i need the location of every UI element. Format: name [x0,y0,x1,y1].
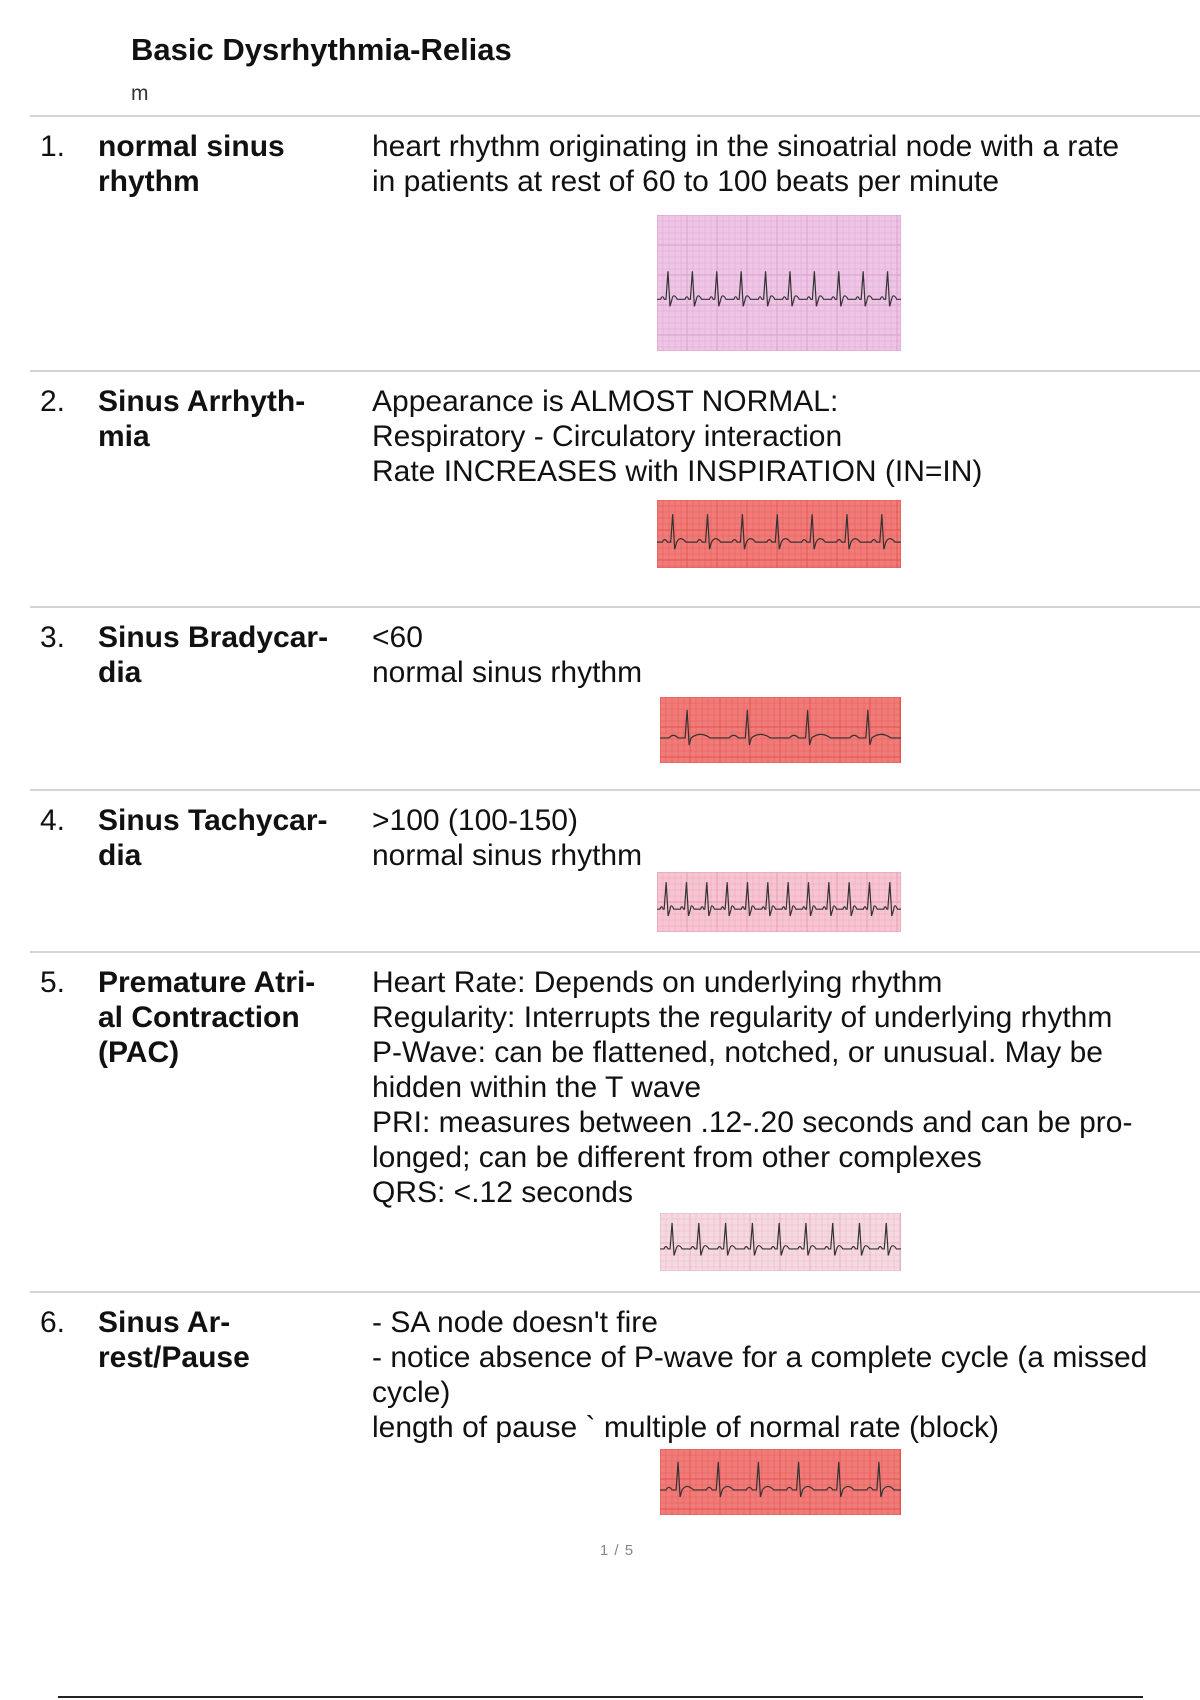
card-definition [372,803,1200,873]
definition-line: PRI: measures between .12-.20 seconds and can be pro- [372,1106,1133,1139]
term-line: Sinus Tachycar- [98,804,328,837]
term-line: dia [98,656,142,689]
card-divider [30,1291,1200,1293]
definition-line: - notice absence of P-wave for a complete cycle (a missed [372,1341,1148,1374]
term-line: rest/Pause [98,1341,250,1374]
term-line: rhythm [98,165,200,198]
definition-line: length of pause ` multiple of normal rate (block) [372,1411,999,1444]
flashcard [30,951,1200,1291]
card-divider [30,789,1200,791]
definition-line: <60 [372,621,423,654]
definition-line: >100 (100-150) [372,804,578,837]
card-definition [372,620,1200,690]
definition-line: normal sinus rhythm [372,656,643,689]
card-definition [372,1305,1200,1445]
flashcard [30,115,1200,370]
ecg-strip-image [657,872,901,932]
term-line: dia [98,839,142,872]
card-term [98,129,353,199]
page-header [131,30,512,106]
definition-line: in patients at rest of 60 to 100 beats per minute [372,165,1000,198]
card-number: 1. [40,130,66,163]
card-term [98,965,353,1070]
definition-line: Regularity: Interrupts the regularity of underlying rhythm [372,1001,1113,1034]
ecg-strip-image [657,500,901,568]
term-line: mia [98,420,150,453]
definition-line: Appearance is ALMOST NORMAL: [372,385,839,418]
flashcard [30,370,1200,606]
definition-line: Rate INCREASES with INSPIRATION (IN=IN) [372,455,983,488]
card-definition [372,384,1200,489]
card-definition [372,129,1200,199]
term-line: al Contraction [98,1001,300,1034]
definition-line: heart rhythm originating in the sinoatrial node with a rate [372,130,1120,163]
definition-line: - SA node doesn't fire [372,1306,658,1339]
term-line: Sinus Ar- [98,1306,231,1339]
card-number: 3. [40,621,66,654]
term-line: normal sinus [98,130,285,163]
ecg-strip-image [660,1449,901,1515]
definition-line: longed; can be different from other complexes [372,1141,982,1174]
card-number: 4. [40,804,66,837]
card-number: 5. [40,966,66,999]
definition-line: cycle) [372,1376,451,1409]
card-definition [372,965,1200,1210]
ecg-strip-image [660,1213,901,1271]
page-number: 1 / 5 [599,1542,635,1559]
flashcard [30,789,1200,951]
ecg-paper [657,500,901,568]
ecg-strip-image [660,697,901,763]
term-line: Sinus Arrhyth- [98,385,306,418]
ecg-strip-image [657,215,901,351]
term-line: Sinus Bradycar- [98,621,329,654]
card-divider [30,606,1200,608]
definition-line: Heart Rate: Depends on underlying rhythm [372,966,943,999]
definition-line: QRS: <.12 seconds [372,1176,633,1209]
term-line: Premature Atri- [98,966,316,999]
card-number: 6. [40,1306,66,1339]
definition-line: normal sinus rhythm [372,839,643,872]
flashcard [30,606,1200,789]
document-title: Basic Dysrhythmia-Relias [131,32,512,67]
definition-line: Respiratory - Circulatory interaction [372,420,843,453]
card-divider [30,370,1200,372]
card-term [98,384,353,454]
card-term [98,803,353,873]
card-term [98,620,353,690]
card-number: 2. [40,385,66,418]
card-divider [30,951,1200,953]
footer-rule [58,1696,1143,1698]
term-line: (PAC) [98,1036,180,1069]
definition-line: P-Wave: can be flattened, notched, or unusual. May be [372,1036,1103,1069]
flashcard [30,1291,1200,1531]
card-term [98,1305,353,1375]
definition-line: hidden within the T wave [372,1071,702,1104]
document-subtitle: m [131,82,149,106]
